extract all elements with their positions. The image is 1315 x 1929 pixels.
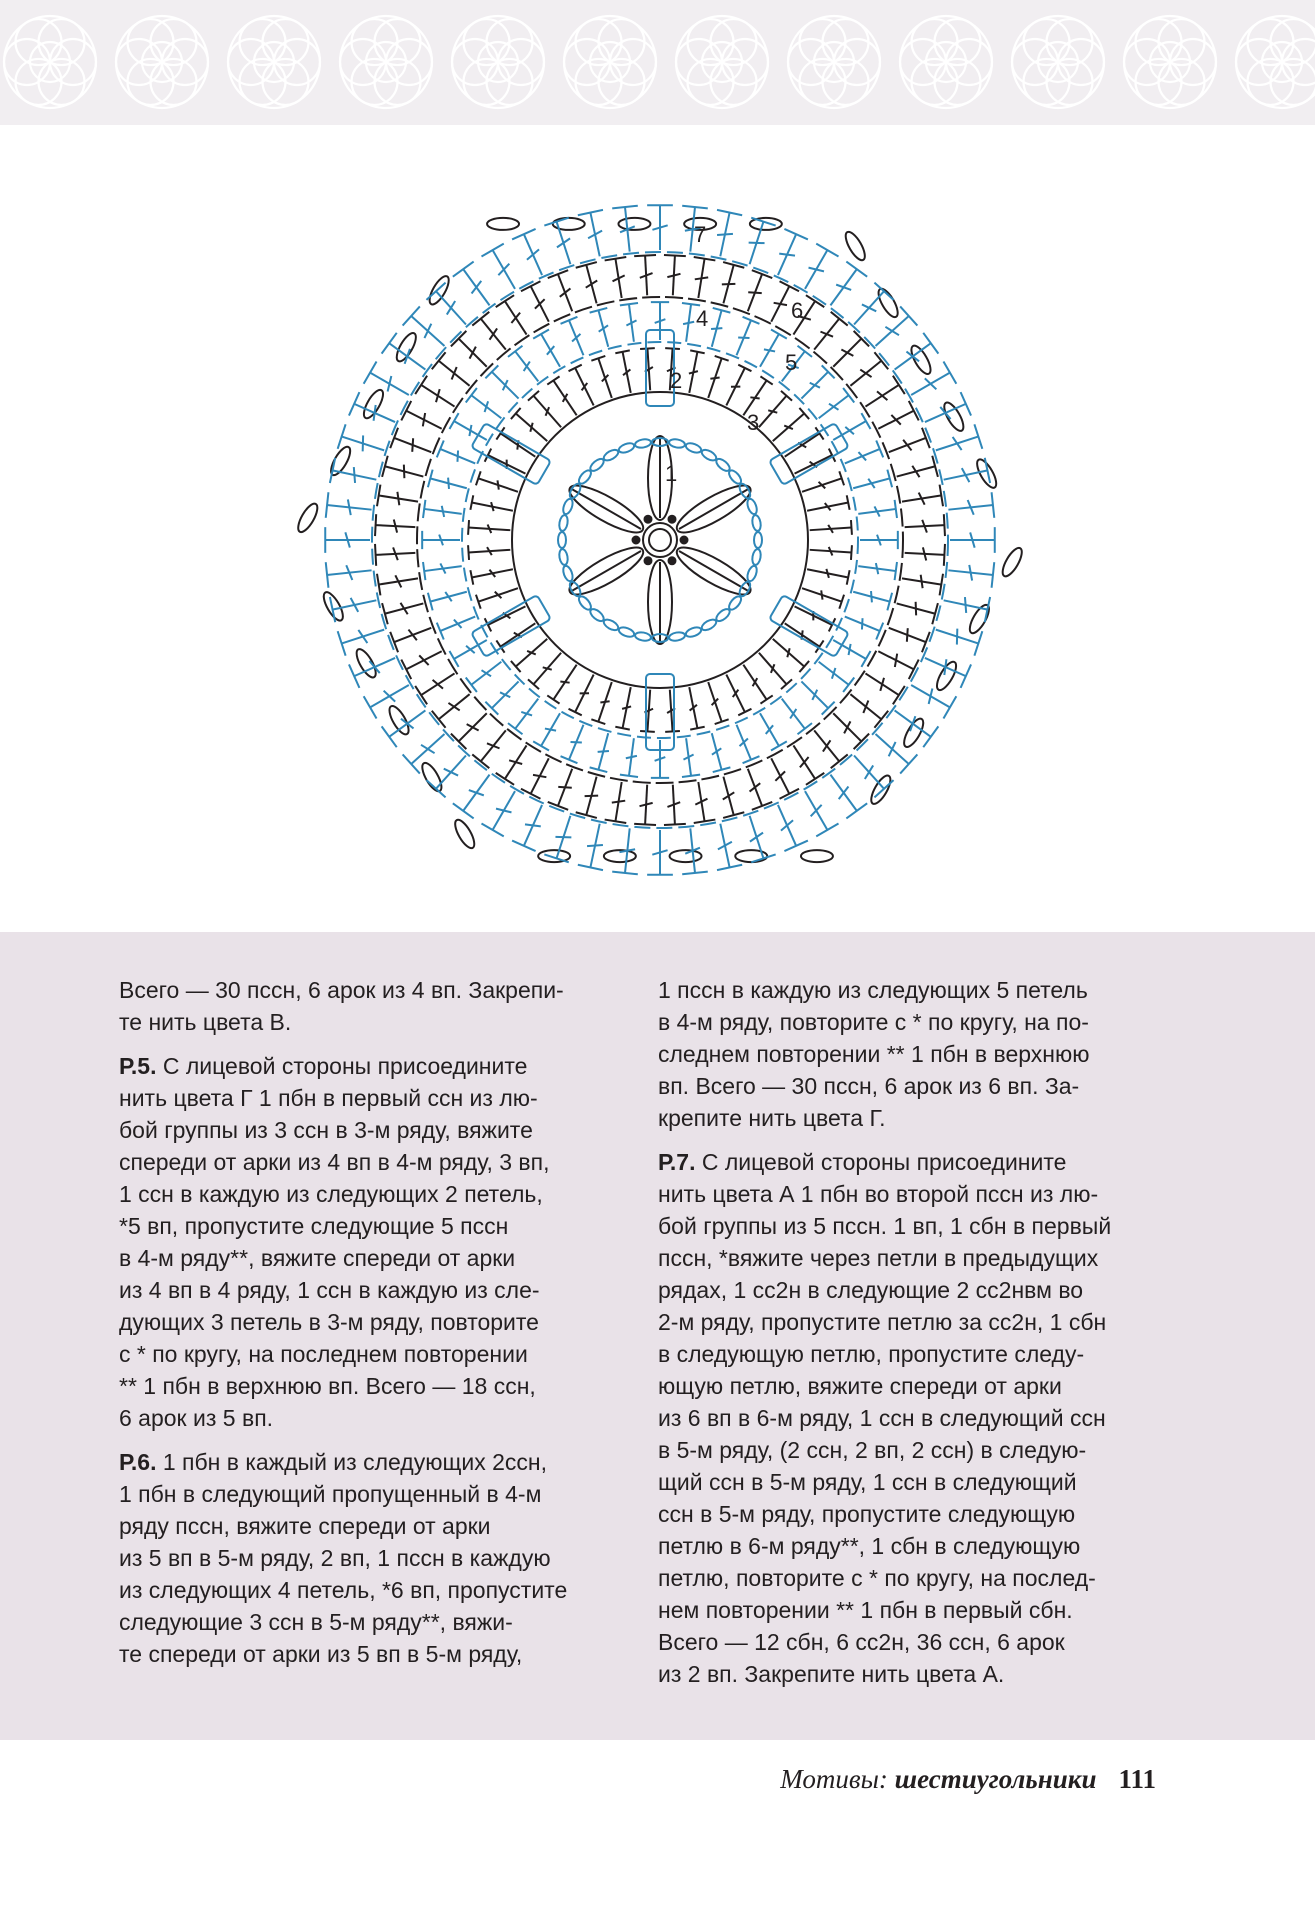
stitch-round-3-top xyxy=(690,350,704,353)
stitch-round-3-top xyxy=(547,376,559,384)
stitch-round-4-top xyxy=(895,500,897,518)
stitch-round-6-bar xyxy=(470,347,476,359)
stitch-round-4-bar xyxy=(810,383,820,388)
chain-oval xyxy=(801,850,833,862)
stitch-round-6-bar xyxy=(558,787,572,788)
stitch-round-6-bar xyxy=(774,303,787,305)
stitch-round-6-bar xyxy=(412,438,413,452)
paragraph-row-7: Р.7. С лицевой стороны присоедините нить цвета А 1 пбн во второй пссн из лю- бой группы из 5 пссн. 1 вп, 1 сбн в первый пссн, *вяжите через петли в предыдущих рядах, 1 сс2н в следующие 2 сс2нвм во 2-м ряду, пропустите петлю за сс2н, 1 сбн в следующую петлю, пропустите следу- ющую петлю, вяжите спереди от арки из 6 вп в 6-м ряду, 1 ссн в следующий ссн в 5-м ряду, (2 ссн, 2 вп, 2 ссн) в следую- щий ссн в 5-м ряду, 1 ссн в следующий ссн в 5-м ряду, пропустите следующую петлю в 6-м ряду**, 1 сбн в следующую петлю, повторите с * по кругу, на послед- нем повторении ** 1 пбн в первый сбн. Всего — 12 сбн, 6 сс2н, 36 ссн, 6 арок из 2 вп. Закрепите нить цвета А. xyxy=(658,1149,1112,1687)
stitch-round-4-top xyxy=(843,678,854,692)
stitch-round-3-top xyxy=(470,570,473,584)
stitch-round-3-bar xyxy=(497,480,498,489)
chain-oval-round-2 xyxy=(746,498,759,516)
chain-oval xyxy=(419,760,445,794)
chain-oval-round-2 xyxy=(754,532,762,548)
stitch-round-5-top xyxy=(326,562,329,588)
stitch-round-6-bar xyxy=(560,288,571,296)
stitch-round-6-top xyxy=(375,544,376,566)
stitch-round-5-top xyxy=(612,872,638,875)
stitch-round-3-bar xyxy=(750,397,759,398)
chain-oval xyxy=(875,286,901,320)
chain-oval-round-2 xyxy=(558,514,569,531)
stitch-round-5-top xyxy=(992,562,995,588)
chain-oval xyxy=(868,773,894,807)
chain-oval xyxy=(320,590,346,624)
stitch-round-4-bar xyxy=(457,451,458,462)
stitch-round-4-bar xyxy=(545,729,556,731)
stitch-round-6-bar xyxy=(695,277,708,279)
stitch-round-5-top xyxy=(453,262,474,277)
stitch-round-6-bar xyxy=(921,575,923,588)
stitch-round-5-top xyxy=(784,229,807,239)
stitch-round-3-top xyxy=(851,520,852,535)
stitch-round-4-top xyxy=(449,413,458,429)
stitch-round-4-bar xyxy=(683,322,694,324)
stitch-round-5-top xyxy=(846,262,867,277)
chain-oval-round-2 xyxy=(685,626,703,639)
stitch-round-4-bar xyxy=(849,644,851,655)
stitch-round-3-top xyxy=(690,727,704,730)
chain-oval-round-2 xyxy=(634,438,651,449)
cluster-block xyxy=(769,423,849,485)
stitch-round-4-top xyxy=(508,723,522,734)
chain-oval-round-2 xyxy=(668,438,685,449)
stitch-round-5-bar xyxy=(862,304,876,311)
stitch-round-3-top xyxy=(468,520,469,535)
chain-oval-round-2 xyxy=(561,498,574,516)
chain-oval-round-2 xyxy=(602,617,620,632)
chain-oval xyxy=(487,218,519,230)
slip-dot xyxy=(669,557,676,564)
stitch-round-5-bar xyxy=(424,324,431,338)
cluster-block xyxy=(471,423,551,485)
header-lace-band xyxy=(0,0,1315,125)
stitch-round-6-bar xyxy=(903,440,911,451)
row-label-3: 3 xyxy=(747,410,760,435)
stitch-round-5-top xyxy=(682,206,708,209)
row-label-7: 7 xyxy=(694,222,707,247)
stitch-round-4-top xyxy=(466,388,477,402)
stitch-round-3-bar xyxy=(530,423,532,432)
chain-oval xyxy=(426,273,452,307)
stitch-round-5-top xyxy=(512,229,535,239)
stitch-round-5-top xyxy=(481,244,503,257)
round-4-circle xyxy=(462,342,858,738)
stitch-round-5-top xyxy=(816,244,838,257)
stitch-round-6-bar xyxy=(533,775,546,777)
stitch-round-5-top xyxy=(943,361,956,383)
page-number: 111 xyxy=(1118,1764,1156,1794)
stitch-round-5-top xyxy=(612,206,638,209)
stitch-round-4-top xyxy=(423,500,425,518)
instructions-column-left xyxy=(119,974,629,1682)
stitch-round-5-top xyxy=(816,823,838,836)
stitch-round-6-bar xyxy=(841,350,853,356)
stitch-round-5-bar xyxy=(779,254,795,256)
stitch-round-3-bar xyxy=(560,682,569,683)
chain-oval xyxy=(908,343,934,377)
stitch-round-5-bar xyxy=(444,769,458,776)
stitch-round-3-top xyxy=(468,545,469,560)
subsection-title: шестиугольники xyxy=(894,1764,1097,1794)
stitch-round-3-bar xyxy=(600,701,609,702)
stitch-round-6-bar xyxy=(535,299,545,308)
stitch-round-5-bar xyxy=(965,597,966,613)
stitch-round-6-bar xyxy=(585,796,599,797)
chain-oval-round-2 xyxy=(700,617,718,632)
stitch-round-6-top xyxy=(634,255,656,256)
chain-oval xyxy=(842,229,868,263)
stitch-round-4-bar xyxy=(764,349,775,351)
stitch-round-5-top xyxy=(846,803,867,818)
stitch-round-5-bar xyxy=(781,820,793,830)
stitch-round-4-bar xyxy=(876,563,878,574)
stitch-round-5-top xyxy=(481,823,503,836)
stitch-round-5-bar xyxy=(498,264,509,276)
stitch-round-6-bar xyxy=(467,724,479,730)
stitch-round-3-bar xyxy=(768,410,777,412)
stitch-round-5-top xyxy=(961,392,971,415)
instructions-panel xyxy=(0,932,1315,1740)
stitch-round-6-bar xyxy=(916,602,917,616)
stitch-round-6-bar xyxy=(775,771,785,780)
stitch-round-4-top xyxy=(620,775,638,777)
stitch-round-5-top xyxy=(364,361,377,383)
stitch-round-4-bar xyxy=(862,618,863,629)
stitch-round-3-top xyxy=(640,348,655,349)
stitch-round-3-top xyxy=(470,495,473,509)
chain-oval-round-2 xyxy=(751,514,762,531)
stitch-round-5-top xyxy=(923,726,938,747)
stitch-round-3-top xyxy=(847,570,850,584)
stitch-round-4-top xyxy=(620,303,638,305)
chain-oval-round-2 xyxy=(561,565,574,583)
stitch-round-5-bar xyxy=(944,659,946,675)
stitch-round-4-top xyxy=(466,678,477,692)
stitch-round-6-top xyxy=(944,544,945,566)
paragraph-row-6-cont: 1 пссн в каждую из следующих 5 петель в 4-м ряду, повторите с * по кругу, на по- следнем повторении ** 1 пбн в верхнюю вп. Всего — 30 пссн, 6 арок из 6 вп. За- крепите нить цвета Г. xyxy=(658,977,1090,1131)
slip-dot xyxy=(645,557,652,564)
stitch-round-4-bar xyxy=(871,591,872,602)
stitch-round-6-bar xyxy=(907,628,908,642)
stitch-round-4-top xyxy=(682,775,700,777)
stitch-round-5-bar xyxy=(527,249,539,259)
row-label-2: 2 xyxy=(670,368,683,393)
stitch-round-5-bar xyxy=(348,499,351,515)
stitch-round-6-bar xyxy=(612,801,625,803)
stitch-round-5-top xyxy=(382,726,397,747)
slip-dot xyxy=(633,537,640,544)
stitch-round-5-bar xyxy=(405,349,410,364)
cluster-block xyxy=(471,595,551,657)
stitch-round-3-top xyxy=(760,376,772,384)
chain-oval-round-2 xyxy=(558,532,566,548)
stitch-round-3-bar xyxy=(491,502,493,511)
stitch-round-3-bar xyxy=(710,377,719,378)
stitch-round-6-bar xyxy=(820,332,833,337)
stitch-round-3-top xyxy=(851,545,852,560)
stitch-round-3-bar xyxy=(826,569,828,578)
stitch-round-6-bar xyxy=(423,413,425,426)
stitch-round-3-bar xyxy=(689,371,698,373)
stitch-round-3-top xyxy=(640,731,655,732)
stitch-round-5-top xyxy=(349,664,359,687)
instructions-column-right xyxy=(658,974,1168,1702)
stitch-round-6-bar xyxy=(895,654,897,667)
stitch-round-5-bar xyxy=(811,805,822,817)
stitch-round-5-top xyxy=(364,696,377,718)
stitch-round-3-bar xyxy=(821,590,822,599)
slip-dot xyxy=(681,537,688,544)
section-title: Мотивы: xyxy=(780,1764,895,1794)
stitch-round-5-bar xyxy=(587,845,603,846)
stitch-round-6-bar xyxy=(452,367,457,380)
chain-oval-round-2 xyxy=(746,565,759,583)
stitch-round-5-bar xyxy=(717,234,733,235)
stitch-round-4-bar xyxy=(711,328,722,329)
stitch-round-3-top xyxy=(738,709,751,716)
stitch-round-3-top xyxy=(665,731,680,732)
row-label-4: 4 xyxy=(696,306,709,331)
stitch-round-4-bar xyxy=(571,742,582,743)
stitch-round-4-top xyxy=(843,388,854,402)
chain-oval xyxy=(973,457,999,491)
stitch-round-3-top xyxy=(547,695,559,703)
stitch-round-6-top xyxy=(375,514,376,536)
chain-oval-round-2 xyxy=(558,548,569,565)
stitch-round-5-top xyxy=(682,872,708,875)
stitch-round-4-bar xyxy=(626,756,637,758)
chain-oval-round-2 xyxy=(685,441,703,454)
chain-oval-round-2 xyxy=(618,441,636,454)
stitch-round-6-top xyxy=(634,824,656,825)
stitch-round-4-top xyxy=(895,562,897,580)
stitch-round-4-top xyxy=(423,562,425,580)
stitch-round-6-top xyxy=(664,824,686,825)
crochet-chart xyxy=(240,180,1080,900)
stitch-round-5-bar xyxy=(969,565,972,581)
stitch-round-3-top xyxy=(760,695,772,703)
chain-oval-round-2 xyxy=(618,626,636,639)
stitch-round-6-bar xyxy=(404,465,405,479)
paragraph-row-5: Р.5. С лицевой стороны присоедините нить цвета Г 1 пбн в первый ссн из лю- бой группы из 3 ссн в 3-м ряду, вяжите спереди от арки из 4 вп в 4-м ряду, 3 вп, 1 ссн в каждую из следующих 2 петель, *5 вп, пропустите следующие 5 пссн в 4-м ряду**, вяжите спереди от арки из 4 вп в 4 ряду, 1 ссн в каждую из сле- дующих 3 петель в 3-м ряду, повторите с * по кругу, на последнем повторении ** 1 пбн в верхнюю вп. Всего — 18 ссн, 6 арок из 5 вп. xyxy=(119,1053,550,1431)
chain-oval xyxy=(670,850,702,862)
stitch-round-5-top xyxy=(453,803,474,818)
page-footer xyxy=(0,1764,1156,1795)
stitch-round-3-top xyxy=(615,727,629,730)
stitch-round-5-top xyxy=(512,841,535,851)
chain-oval-round-2 xyxy=(700,448,718,463)
cluster-block xyxy=(769,595,849,657)
stitch-round-5-bar xyxy=(836,285,851,290)
stitch-round-4-bar xyxy=(503,380,508,390)
stitch-round-6-bar xyxy=(750,783,761,791)
stitch-round-5-bar xyxy=(354,467,355,483)
stitch-round-3-top xyxy=(665,348,680,349)
row-label-1: 1 xyxy=(665,461,678,486)
stitch-round-3-bar xyxy=(543,667,552,669)
stitch-round-5-bar xyxy=(889,742,896,756)
chain-oval-round-2 xyxy=(668,631,685,642)
round-6-circle xyxy=(417,297,903,783)
stitch-round-5-bar xyxy=(910,716,915,731)
stitch-round-4-bar xyxy=(500,692,510,697)
slip-dot xyxy=(669,516,676,523)
stitch-round-4-bar xyxy=(469,425,471,436)
stitch-round-6-bar xyxy=(419,655,428,665)
stitch-round-5-top xyxy=(382,333,397,354)
stitch-round-6-bar xyxy=(408,630,416,641)
paragraph-row-6: Р.6. 1 пбн в каждый из следующих 2ссн, 1 пбн в следующий пропущенный в 4-м ряду пссн, вяжите спереди от арки из 5 вп в 5-м ряду, 2 вп, 1 пссн в каждую из следующих 4 петель, *6 вп, пропустите следующие 3 ссн в 5-м ряду**, вяжи- те спереди от арки из 5 вп в 5-м ряду, xyxy=(119,1449,568,1667)
chain-oval xyxy=(999,545,1025,579)
stitch-round-3-top xyxy=(569,365,582,372)
stitch-round-5-bar xyxy=(384,691,396,702)
chain-oval-round-2 xyxy=(751,548,762,565)
stitch-round-3-bar xyxy=(787,648,789,657)
stitch-round-3-top xyxy=(738,365,751,372)
chain-oval xyxy=(452,817,478,851)
stitch-round-5-top xyxy=(961,664,971,687)
chain-oval xyxy=(386,703,412,737)
row-label-6: 6 xyxy=(791,298,804,323)
stitch-round-5-top xyxy=(923,333,938,354)
stitch-round-4-bar xyxy=(812,690,817,700)
chain-oval xyxy=(295,501,321,535)
stitch-round-4-bar xyxy=(738,337,749,338)
stitch-round-6-bar xyxy=(722,284,736,285)
stitch-round-4-top xyxy=(798,723,812,734)
stitch-round-5-bar xyxy=(469,790,484,795)
stitch-round-6-bar xyxy=(487,743,500,748)
stitch-round-6-bar xyxy=(748,292,762,293)
chain-oval xyxy=(618,218,650,230)
stitch-round-3-top xyxy=(615,350,629,353)
paragraph-total-r4: Всего — 30 пссн, 6 арок из 4 вп. Закрепи- те нить цвета В. xyxy=(119,977,564,1035)
chain-oval-round-2 xyxy=(602,448,620,463)
stitch-round-5-bar xyxy=(925,378,937,389)
stitch-round-4-top xyxy=(798,346,812,357)
stitch-round-6-bar xyxy=(863,700,868,713)
stitch-round-4-bar xyxy=(448,478,449,489)
stitch-round-3-top xyxy=(847,495,850,509)
stitch-round-4-top xyxy=(508,346,522,357)
stitch-round-5-top xyxy=(349,392,359,415)
stitch-round-6-top xyxy=(944,514,945,536)
stitch-round-5-top xyxy=(784,841,807,851)
stitch-round-6-top xyxy=(664,255,686,256)
stitch-round-6-bar xyxy=(397,492,399,505)
row-label-5: 5 xyxy=(785,350,798,375)
stitch-round-5-bar xyxy=(525,824,541,826)
stitch-round-6-bar xyxy=(844,721,850,733)
stitch-round-3-bar xyxy=(622,706,631,708)
stitch-round-4-top xyxy=(771,741,787,750)
chain-oval-round-2 xyxy=(634,631,651,642)
stitch-round-5-top xyxy=(326,492,329,518)
stitch-round-4-bar xyxy=(442,506,444,517)
slip-dot xyxy=(645,516,652,523)
stitch-round-4-bar xyxy=(598,751,609,752)
magic-ring-inner xyxy=(649,529,671,551)
stitch-round-3-top xyxy=(569,709,582,716)
stitch-round-5-top xyxy=(992,492,995,518)
stitch-round-6-bar xyxy=(891,415,900,425)
stitch-round-5-top xyxy=(943,696,956,718)
stitch-round-5-bar xyxy=(374,405,376,421)
